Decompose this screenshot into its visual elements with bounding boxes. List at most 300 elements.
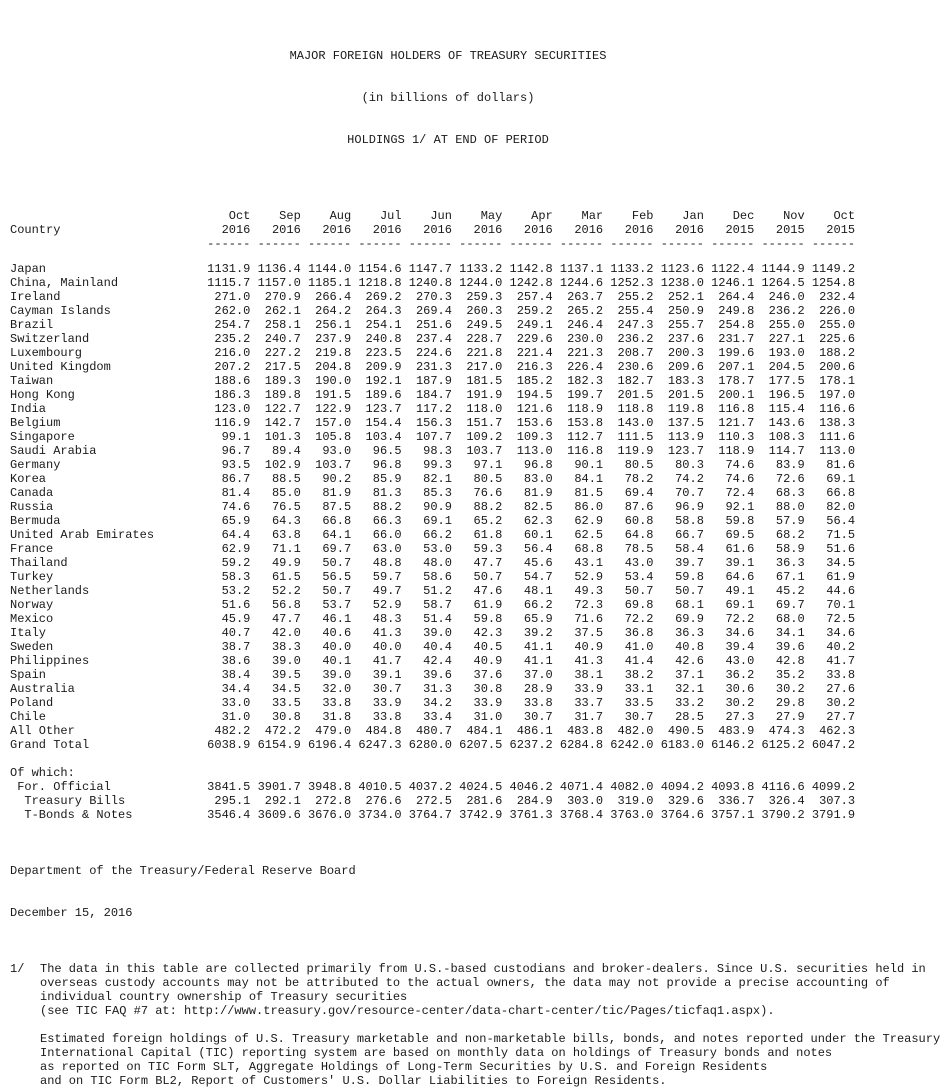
holding-value: 200.1 [718,388,755,402]
holding-value: 41.3 [574,654,604,668]
country-name: Japan [10,262,47,276]
holding-value: 51.4 [423,612,452,626]
holding-value: 3761.3 [509,808,553,822]
holding-value: 254.8 [718,318,755,332]
holding-value: 39.5 [271,668,301,682]
holding-value: 227.1 [768,332,805,346]
holding-value: 45.9 [221,612,251,626]
table-row [10,346,886,360]
holding-value: 1133.2 [610,262,654,276]
source-line: Department of the Treasury/Federal Reserve Board [10,864,356,878]
holding-value: 69.5 [725,528,755,542]
holding-value: 266.4 [315,290,352,304]
column-header-month: Dec [732,209,755,223]
holding-value: 96.7 [221,444,251,458]
holding-value: 53.2 [221,584,251,598]
holding-value: 3742.9 [459,808,503,822]
holding-value: 53.7 [322,598,352,612]
holding-value: 58.8 [675,514,704,528]
holding-value: 50.7 [322,584,352,598]
holding-value: 81.5 [574,486,604,500]
holding-value: 117.2 [415,402,452,416]
holding-value: 90.2 [322,472,352,486]
holding-value: 60.1 [523,528,553,542]
holding-value: 98.3 [423,444,452,458]
rule-spacer [10,237,200,251]
holding-value: 68.8 [574,542,604,556]
holding-value: 1218.8 [358,276,402,290]
country-name: China, Mainland [10,276,119,290]
holding-value: 231.7 [718,332,755,346]
holding-value: 72.4 [725,486,755,500]
holding-value: 82.1 [423,472,452,486]
holding-value: 219.8 [315,346,352,360]
holding-value: 39.6 [423,668,452,682]
holding-value: 38.3 [271,640,301,654]
holding-value: 51.2 [423,584,452,598]
holding-value: 46.1 [322,612,352,626]
holding-value: 88.0 [775,500,805,514]
holding-value: 1142.8 [509,262,553,276]
holding-value: 72.2 [725,612,755,626]
holding-value: 276.6 [365,794,402,808]
holding-value: 63.8 [271,528,301,542]
holding-value: 40.9 [473,654,503,668]
holding-value: 40.1 [322,654,352,668]
holding-value: 68.2 [775,528,805,542]
holding-value: 256.1 [315,318,352,332]
holding-value: 37.0 [523,668,553,682]
holding-value: 228.7 [466,332,503,346]
column-header-month: Apr [531,209,553,223]
holding-value: 230.6 [617,360,654,374]
holding-value: 235.2 [214,332,251,346]
holding-value: 34.1 [775,626,805,640]
holding-value: 193.0 [768,346,805,360]
holding-value: 1149.2 [811,262,856,276]
country-name: Canada [10,486,54,500]
holding-value: 1131.9 [207,262,251,276]
holding-value: 3546.4 [207,808,251,822]
holding-value: 209.6 [667,360,704,374]
holding-value: 6196.4 [307,738,352,752]
holding-value: 472.2 [264,724,301,738]
holding-value: 47.7 [271,612,301,626]
holding-value: 54.7 [523,570,553,584]
holding-value: 48.3 [372,612,402,626]
holding-value: 93.5 [221,458,251,472]
holding-value: 3764.7 [408,808,452,822]
holding-value: 81.9 [523,486,553,500]
holding-value: 254.7 [214,318,251,332]
holding-value: 33.9 [473,696,503,710]
holding-value: 36.2 [725,668,755,682]
holding-value: 236.2 [617,332,654,346]
holding-value: 66.3 [372,514,402,528]
holding-value: 3764.6 [660,808,704,822]
holding-value: 41.1 [523,654,553,668]
holding-value: 260.3 [466,304,503,318]
table-row [10,626,886,640]
holding-value: 64.8 [624,528,654,542]
holding-value: 249.1 [516,318,553,332]
holding-value: 270.3 [415,290,452,304]
holding-value: 237.4 [415,332,452,346]
holding-value: 41.0 [624,640,654,654]
holding-value: 138.3 [819,416,856,430]
holding-value: 121.7 [718,416,755,430]
holding-value: 250.9 [667,304,704,318]
holding-value: 6247.3 [358,738,402,752]
holding-value: 58.3 [221,570,251,584]
holding-value: 115.4 [768,402,805,416]
holding-value: 190.0 [315,374,352,388]
country-name: Saudi Arabia [10,444,97,458]
holding-value: 81.6 [826,458,856,472]
footnote-line: International Capital (TIC) reporting system are based on monthly data on holdings of Treasury bonds and notes [40,1046,833,1060]
holding-value: 6237.2 [509,738,553,752]
holding-value: 66.7 [675,528,704,542]
holding-value: 48.0 [423,556,452,570]
holding-value: 41.1 [523,640,553,654]
holding-value: 6125.2 [761,738,805,752]
holding-value: 108.3 [768,430,805,444]
holding-value: 27.7 [826,710,856,724]
holding-value: 58.6 [423,570,452,584]
holding-value: 81.4 [221,486,251,500]
footnote-1-continued [10,1032,940,1088]
holding-value: 232.4 [819,290,856,304]
column-header-month: Jun [430,209,452,223]
column-header-year: 2016 [271,223,301,237]
holding-value: 31.3 [423,682,452,696]
footnote-line: and on TIC Form BL2, Report of Customers' U.S. Dollar Liabilities to Foreign Residents. [40,1074,667,1088]
table-row [10,612,886,626]
holding-value: 30.8 [473,682,503,696]
holding-value: 56.8 [271,598,301,612]
column-rule: ------ [257,237,301,251]
holding-value: 4037.2 [408,780,452,794]
table-row [10,640,886,654]
holding-value: 76.5 [271,500,301,514]
holding-value: 153.6 [516,416,553,430]
holding-value: 76.6 [473,486,503,500]
holding-value: 226.0 [819,304,856,318]
holding-value: 6242.0 [610,738,654,752]
country-name: United Kingdom [10,360,111,374]
column-rule: ------ [761,237,805,251]
holding-value: 33.9 [372,696,402,710]
holding-value: 42.8 [775,654,805,668]
holding-value: 109.2 [466,430,503,444]
holding-value: 479.0 [315,724,352,738]
holding-value: 3768.4 [559,808,604,822]
holding-value: 56.4 [826,514,856,528]
table-row [10,584,886,598]
holding-value: 188.2 [819,346,856,360]
holding-value: 183.3 [667,374,704,388]
holding-value: 41.7 [826,654,856,668]
holding-value: 50.7 [675,584,704,598]
holding-value: 3948.8 [307,780,352,794]
column-header-year: 2015 [725,223,755,237]
holding-value: 51.6 [826,542,856,556]
holding-value: 249.8 [718,304,755,318]
holding-value: 34.5 [826,556,856,570]
table-row [10,682,886,696]
holding-value: 236.2 [768,304,805,318]
holding-value: 96.8 [523,458,553,472]
holding-value: 6183.0 [660,738,704,752]
column-header-year: 2016 [473,223,503,237]
holding-value: 42.6 [675,654,704,668]
table-row [10,304,886,318]
table-row [10,724,886,738]
holding-value: 33.8 [322,696,352,710]
holding-value: 154.4 [365,416,402,430]
holding-value: 39.0 [423,626,452,640]
holding-value: 189.8 [264,388,301,402]
holding-value: 221.8 [466,346,503,360]
holding-value: 34.2 [423,696,452,710]
footnote-1 [10,962,926,1018]
holding-value: 82.0 [826,500,856,514]
holding-value: 255.0 [819,318,856,332]
holding-value: 28.9 [523,682,553,696]
holding-value: 201.5 [667,388,704,402]
holding-value: 110.3 [718,430,755,444]
holding-value: 64.1 [322,528,352,542]
holding-value: 50.7 [322,556,352,570]
holding-value: 56.5 [322,570,352,584]
holding-value: 137.5 [667,416,704,430]
table-row [10,318,886,332]
holding-value: 99.1 [221,430,251,444]
holding-value: 80.5 [473,472,503,486]
holding-value: 6146.2 [711,738,755,752]
holding-value: 99.3 [423,458,452,472]
column-header-month: May [480,209,503,223]
column-header-month: Oct [833,209,856,223]
holding-value: 216.3 [516,360,553,374]
table-row [10,402,886,416]
of-which-row [10,794,886,808]
holding-value: 143.6 [768,416,805,430]
holding-value: 284.9 [516,794,553,808]
holding-value: 4116.6 [761,780,805,794]
holding-value: 48.8 [372,556,402,570]
holding-value: 30.8 [271,710,301,724]
holding-value: 56.4 [523,542,553,556]
holding-value: 1254.8 [811,276,856,290]
holding-value: 192.1 [365,374,402,388]
country-name: Cayman Islands [10,304,111,318]
holding-value: 181.5 [466,374,503,388]
holding-value: 262.1 [264,304,301,318]
holding-value: 6207.5 [459,738,503,752]
holding-value: 249.5 [466,318,503,332]
column-header-year: 2015 [826,223,856,237]
holding-value: 58.7 [423,598,452,612]
holding-value: 31.0 [221,710,251,724]
holding-value: 69.7 [322,542,352,556]
holding-value: 45.2 [775,584,805,598]
holding-value: 116.8 [718,402,755,416]
holding-value: 88.2 [473,500,503,514]
holding-value: 4093.8 [711,780,755,794]
holding-value: 263.7 [567,290,604,304]
table-row [10,528,886,542]
holding-value: 38.4 [221,668,251,682]
country-name: Hong Kong [10,388,75,402]
table-row [10,472,886,486]
holding-value: 201.5 [617,388,654,402]
of-which-row [10,780,886,794]
holding-value: 72.5 [826,612,856,626]
holding-value: 255.7 [667,318,704,332]
holding-value: 153.8 [567,416,604,430]
holding-value: 84.1 [574,472,604,486]
holding-value: 307.3 [819,794,856,808]
holding-value: 39.4 [725,640,755,654]
footnote-line: (see TIC FAQ #7 at: http://www.treasury.gov/resource-center/data-chart-center/tic/Pages/ticfaq1.aspx). [40,1004,775,1018]
country-name: Korea [10,472,47,486]
holding-value: 27.9 [775,710,805,724]
date-line: December 15, 2016 [10,906,133,920]
holding-value: 191.9 [466,388,503,402]
holding-value: 38.6 [221,654,251,668]
holding-value: 39.1 [372,668,402,682]
country-name: United Arab Emirates [10,528,155,542]
holding-value: 82.5 [523,500,553,514]
holding-value: 292.1 [264,794,301,808]
holding-value: 151.7 [466,416,503,430]
holding-value: 116.8 [567,444,604,458]
footnote-line: Estimated foreign holdings of U.S. Treasury marketable and non-marketable bills, bonds, and notes reported under the Treasury [40,1032,940,1046]
holding-value: 229.6 [516,332,553,346]
holding-value: 200.3 [667,346,704,360]
holding-value: 182.3 [567,374,604,388]
table-row [10,276,886,290]
holding-value: 199.6 [718,346,755,360]
holding-value: 3901.7 [257,780,301,794]
holding-value: 1242.8 [509,276,553,290]
table-row [10,360,886,374]
holding-value: 58.9 [775,542,805,556]
holding-value: 32.0 [322,682,352,696]
column-rule: ------ [660,237,704,251]
holding-value: 114.7 [768,444,805,458]
holding-value: 59.8 [675,570,704,584]
holding-value: 116.6 [819,402,856,416]
holding-value: 142.7 [264,416,301,430]
holding-value: 61.5 [271,570,301,584]
holding-value: 86.0 [574,500,604,514]
holding-value: 103.7 [466,444,503,458]
footnote-line: overseas custody accounts may not be attributed to the actual owners, the data may not provide a precise accounting of [40,976,890,990]
holding-value: 27.3 [725,710,755,724]
holding-value: 42.3 [473,626,503,640]
country-name: Australia [10,682,75,696]
country-name: Poland [10,696,54,710]
country-name: Russia [10,500,54,514]
holding-value: 237.6 [667,332,704,346]
holding-value: 30.7 [624,710,654,724]
holding-value: 4099.2 [811,780,856,794]
holding-value: 186.3 [214,388,251,402]
holding-value: 1185.1 [307,276,352,290]
table-row [10,738,886,752]
holding-value: 49.1 [725,584,755,598]
holding-value: 96.8 [372,458,402,472]
country-column-header: Country [10,223,61,237]
of-which-row-label: Treasury Bills [10,794,126,808]
holding-value: 1264.5 [761,276,805,290]
holding-value: 40.5 [473,640,503,654]
holding-value: 1144.0 [307,262,352,276]
holding-value: 264.3 [365,304,402,318]
holding-value: 223.5 [365,346,402,360]
holding-value: 44.6 [826,584,856,598]
table-row [10,430,886,444]
column-header-month: Nov [783,209,805,223]
holding-value: 221.3 [567,346,604,360]
country-header-spacer [10,209,200,223]
country-name: Bermuda [10,514,61,528]
column-header-year: 2016 [322,223,352,237]
holding-value: 258.1 [264,318,301,332]
holding-value: 4024.5 [459,780,503,794]
holding-value: 264.2 [315,304,352,318]
holding-value: 59.8 [473,612,503,626]
holding-value: 85.0 [271,486,301,500]
holding-value: 204.5 [768,360,805,374]
column-rule: ------ [559,237,604,251]
holding-value: 217.0 [466,360,503,374]
holding-value: 111.6 [819,430,856,444]
holding-value: 34.6 [725,626,755,640]
holding-value: 96.5 [372,444,402,458]
table-row [10,290,886,304]
country-name: Turkey [10,570,54,584]
holding-value: 3790.2 [761,808,805,822]
table-row [10,710,886,724]
holding-value: 69.1 [826,472,856,486]
holding-value: 3841.5 [207,780,251,794]
holding-value: 329.6 [667,794,704,808]
holding-value: 208.7 [617,346,654,360]
holding-value: 59.7 [372,570,402,584]
holding-value: 69.1 [725,598,755,612]
holding-value: 197.0 [819,388,856,402]
holding-value: 3734.0 [358,808,402,822]
holding-value: 59.3 [473,542,503,556]
column-header-year: 2016 [523,223,553,237]
holding-value: 67.1 [775,570,805,584]
holding-value: 326.4 [768,794,805,808]
table-row [10,668,886,682]
report-footer [10,836,886,948]
country-name: Germany [10,458,61,472]
holding-value: 143.0 [617,416,654,430]
holding-value: 69.4 [624,486,654,500]
holding-value: 474.3 [768,724,805,738]
column-rule: ------ [811,237,856,251]
holding-value: 103.7 [315,458,352,472]
holding-value: 33.5 [271,696,301,710]
holding-value: 113.0 [819,444,856,458]
holding-value: 207.1 [718,360,755,374]
